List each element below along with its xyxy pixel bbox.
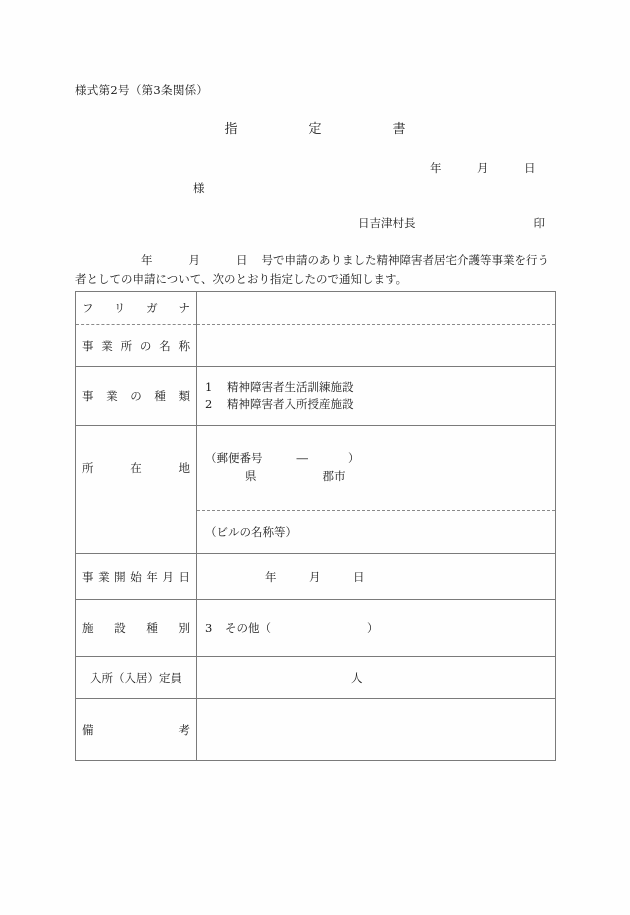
option-label: 精神障害者生活訓練施設 — [227, 379, 354, 394]
option-close-paren: ） — [367, 621, 379, 635]
row-value-business-type[interactable] — [197, 367, 556, 426]
title-char-1: 指 — [224, 122, 238, 137]
option-number: 3 — [205, 621, 213, 635]
start-date-day: 日 — [353, 569, 365, 584]
city-label: 郡市 — [322, 469, 346, 483]
row-label-business-type — [76, 367, 197, 426]
issue-date-day: 日 — [524, 161, 536, 175]
postal-code-close-paren: ） — [348, 451, 360, 466]
designation-form-table — [75, 291, 556, 761]
row-label-start-date — [76, 554, 197, 600]
body-month: 月 — [188, 253, 200, 267]
option-number: 1 — [205, 379, 213, 394]
row-value-capacity[interactable] — [197, 657, 556, 699]
start-date-year: 年 — [265, 569, 277, 584]
label-text: 事業所の名称 — [82, 338, 190, 353]
body-year: 年 — [141, 253, 153, 267]
facility-type-option-3[interactable] — [205, 620, 547, 636]
table-row-start-date — [76, 554, 556, 600]
row-value-location[interactable] — [197, 426, 556, 511]
postal-code-dash: ― — [296, 451, 308, 466]
issue-date-line — [430, 160, 536, 176]
table-row-capacity — [76, 657, 556, 699]
label-text: 入所（入居）定員 — [90, 670, 182, 685]
row-value-remarks[interactable] — [197, 699, 556, 761]
row-label-furigana — [76, 292, 197, 325]
label-text: 備考 — [82, 722, 190, 737]
row-value-facility-type[interactable] — [197, 600, 556, 657]
issuer-line — [358, 215, 545, 231]
business-type-options — [205, 379, 547, 414]
body-line2: としての申請について、次のとおり指定したので通知します。 — [86, 271, 408, 286]
row-label-capacity — [76, 657, 197, 699]
title-char-2: 定 — [308, 122, 322, 137]
building-name-label: （ビルの名称等） — [205, 525, 297, 539]
postal-code-line[interactable] — [205, 450, 547, 468]
row-value-office-name[interactable] — [197, 325, 556, 367]
row-value-building-name[interactable] — [197, 511, 556, 554]
row-label-office-name — [76, 325, 197, 367]
label-text: フリガナ — [82, 301, 190, 315]
postal-code-label: （郵便番号 — [205, 451, 263, 466]
prefecture-label: 県 — [245, 469, 257, 483]
table-row-furigana — [76, 292, 556, 325]
label-text: 所在地 — [82, 461, 190, 476]
table-row-building-name — [76, 511, 556, 554]
option-label: 精神障害者入所授産施設 — [227, 397, 354, 411]
row-value-start-date[interactable] — [197, 554, 556, 600]
label-text: 事業開始年月日 — [82, 569, 190, 584]
capacity-unit: 人 — [351, 670, 363, 685]
row-label-building-spacer — [76, 511, 197, 554]
seal-mark: 印 — [533, 216, 545, 230]
capacity-field — [205, 670, 547, 686]
business-type-option-2[interactable] — [205, 396, 547, 413]
business-type-option-1[interactable] — [205, 379, 547, 396]
prefecture-city-line[interactable] — [205, 468, 547, 486]
option-number: 2 — [205, 397, 213, 411]
table-row-office-name — [76, 325, 556, 367]
location-fields — [205, 450, 547, 486]
issuer-name: 日吉津村長 — [358, 216, 416, 230]
table-row-location — [76, 426, 556, 511]
label-text: 施設種別 — [82, 621, 190, 635]
addressee-honorific: 様 — [193, 181, 205, 195]
table-row-business-type — [76, 367, 556, 426]
body-paragraph — [75, 251, 560, 288]
row-label-remarks — [76, 699, 197, 761]
option-label: その他（ — [225, 621, 271, 635]
row-label-location — [76, 426, 197, 511]
issue-date-month: 月 — [477, 161, 489, 175]
start-date-month: 月 — [309, 569, 321, 584]
label-text: 事業の種類 — [82, 389, 190, 403]
start-date-blanks — [205, 569, 547, 585]
title-char-3: 書 — [392, 122, 406, 137]
table-row-facility-type — [76, 600, 556, 657]
body-day: 日 — [236, 253, 248, 267]
page-title — [0, 118, 630, 137]
row-label-facility-type — [76, 600, 197, 657]
table-row-remarks — [76, 699, 556, 761]
form-number: 様式第2号（第3条関係） — [75, 83, 209, 97]
issue-date-year: 年 — [430, 161, 442, 175]
body-line1-rest: 号で申請のありました精神障害者居宅介護等事業を行う者 — [75, 253, 549, 286]
row-value-furigana[interactable] — [197, 292, 556, 325]
